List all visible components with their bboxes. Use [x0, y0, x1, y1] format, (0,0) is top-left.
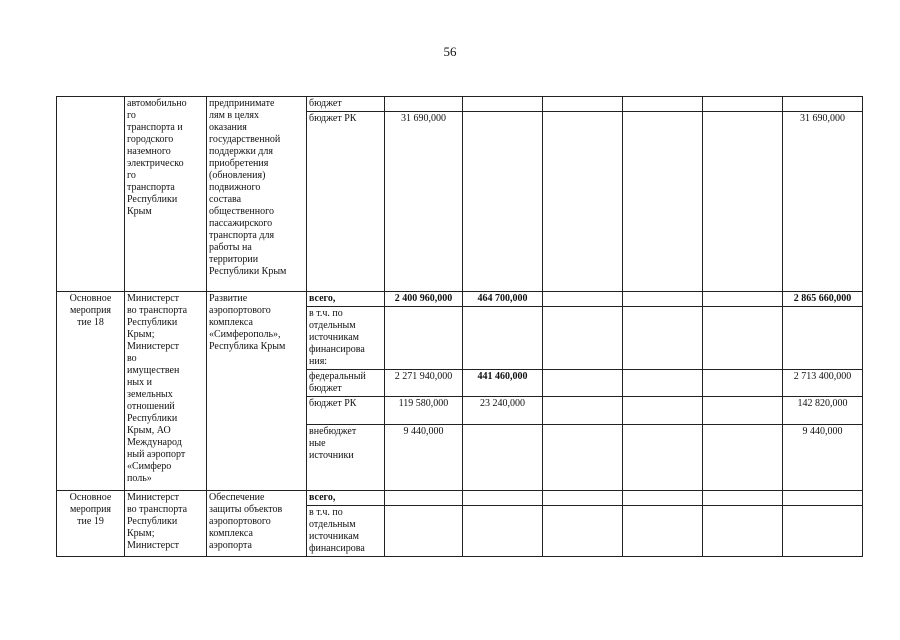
executor-cell: автомобильно го транспорта и городского наземного электрическо го транспорта Республики Крым: [125, 97, 207, 292]
executor-cell: Министерст во транспорта Республики Крым; Министерст: [125, 491, 207, 557]
value-cell: [543, 491, 623, 506]
total-cell: 9 440,000: [783, 425, 863, 491]
source-cell: бюджет: [307, 97, 385, 112]
total-cell: [783, 506, 863, 557]
value-cell: [385, 307, 463, 370]
value-cell: [543, 97, 623, 112]
value-cell: [703, 506, 783, 557]
value-cell: [623, 97, 703, 112]
value-cell: [703, 97, 783, 112]
value-cell: [703, 112, 783, 292]
total-cell: 2 865 660,000: [783, 292, 863, 307]
value-cell: [543, 112, 623, 292]
total-cell: 2 713 400,000: [783, 370, 863, 397]
executor-cell: Министерст во транспорта Республики Крым; Министерст во имуществен ных и земельных отношений Республики Крым, АО Международ ный аэропорт «Симферо поль»: [125, 292, 207, 491]
value-cell: [623, 506, 703, 557]
value-cell: [703, 370, 783, 397]
value-cell: [623, 397, 703, 425]
value-cell: [385, 506, 463, 557]
value-cell: [703, 425, 783, 491]
measure-cell: [57, 97, 125, 292]
value-cell: [463, 506, 543, 557]
value-cell: [703, 491, 783, 506]
total-cell: 31 690,000: [783, 112, 863, 292]
value-cell: [385, 491, 463, 506]
value-cell: [703, 307, 783, 370]
total-cell: [783, 491, 863, 506]
value-cell: [623, 370, 703, 397]
source-cell: бюджет РК: [307, 112, 385, 292]
total-cell: 142 820,000: [783, 397, 863, 425]
value-cell: 119 580,000: [385, 397, 463, 425]
value-cell: [703, 397, 783, 425]
value-cell: 2 400 960,000: [385, 292, 463, 307]
measure-name-cell: предпринимате лям в целях оказания государственной поддержки для приобретения (обновления) подвижного состава общественного пассажирского транспорта для работы на территории Республики Крым: [207, 97, 307, 292]
source-cell: бюджет РК: [307, 397, 385, 425]
value-cell: [783, 307, 863, 370]
value-cell: [463, 112, 543, 292]
page-number: 56: [443, 44, 457, 59]
value-cell: [385, 97, 463, 112]
value-cell: 441 460,000: [463, 370, 543, 397]
value-cell: [543, 425, 623, 491]
value-cell: [543, 506, 623, 557]
source-cell: внебюджет ные источники: [307, 425, 385, 491]
value-cell: [703, 292, 783, 307]
source-cell: в т.ч. по отдельным источникам финансирова ния:: [307, 307, 385, 370]
measure-name-cell: Развитие аэропортового комплекса «Симферополь», Республика Крым: [207, 292, 307, 491]
measure-label-cell: Основное мероприя тие 19: [57, 491, 125, 557]
source-cell: всего,: [307, 292, 385, 307]
source-cell: федеральный бюджет: [307, 370, 385, 397]
total-cell: [783, 97, 863, 112]
budget-table: [56, 96, 863, 557]
value-cell: [623, 112, 703, 292]
value-cell: [543, 292, 623, 307]
value-cell: 2 271 940,000: [385, 370, 463, 397]
value-cell: [543, 397, 623, 425]
value-cell: [463, 97, 543, 112]
measure-label-cell: Основное мероприя тие 18: [57, 292, 125, 491]
value-cell: 31 690,000: [385, 112, 463, 292]
value-cell: [463, 491, 543, 506]
measure-name-cell: Обеспечение защиты объектов аэропортового комплекса аэропорта: [207, 491, 307, 557]
value-cell: [623, 307, 703, 370]
table-row: [57, 491, 863, 506]
value-cell: [543, 370, 623, 397]
value-cell: [623, 292, 703, 307]
source-cell: в т.ч. по отдельным источникам финансирова: [307, 506, 385, 557]
source-cell: всего,: [307, 491, 385, 506]
value-cell: [543, 307, 623, 370]
table-row: [57, 97, 863, 112]
value-cell: [463, 307, 543, 370]
value-cell: [463, 425, 543, 491]
value-cell: 23 240,000: [463, 397, 543, 425]
value-cell: 464 700,000: [463, 292, 543, 307]
table-row: [57, 292, 863, 307]
value-cell: 9 440,000: [385, 425, 463, 491]
value-cell: [623, 425, 703, 491]
value-cell: [623, 491, 703, 506]
